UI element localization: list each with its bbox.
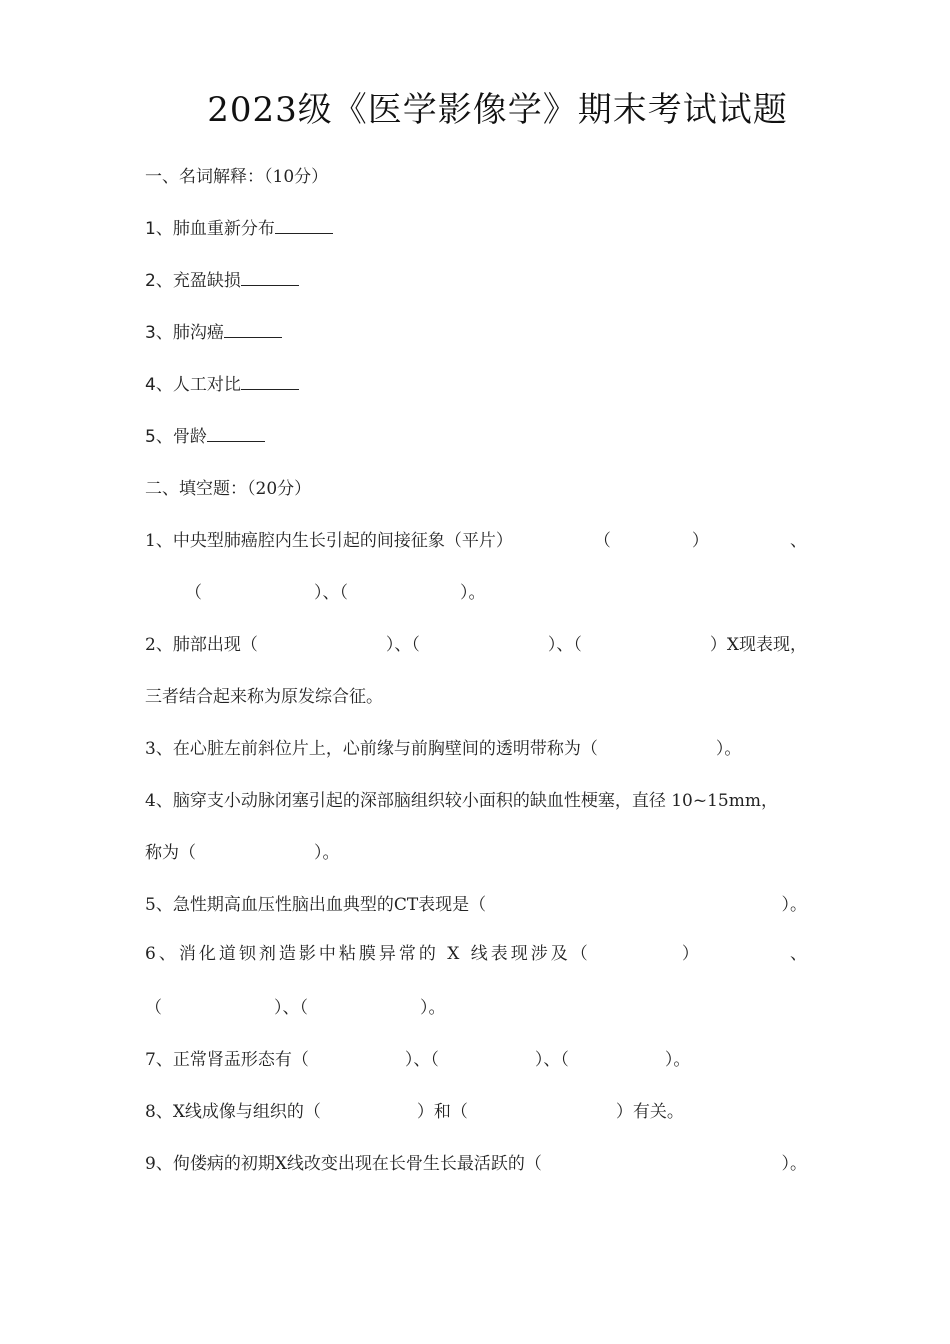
fill-question-1: [145, 529, 807, 553]
fill-question-3: [145, 737, 741, 761]
paren-sep: ）、（: [274, 998, 308, 1018]
answer-blank: [275, 215, 333, 234]
term-item-3: [145, 319, 282, 345]
term-text: 肺血重新分布: [172, 219, 275, 239]
section-2-heading: 二、填空题：（20分）: [145, 479, 312, 499]
item-number: 5、: [145, 427, 173, 447]
question-text: 8、X线成像与组织的（: [145, 1102, 321, 1122]
item-number: 4、: [145, 375, 173, 395]
fill-question-8: [145, 1100, 684, 1124]
item-number: 2、: [145, 271, 173, 291]
paren-sep: ）、（: [385, 635, 420, 655]
fill-question-6-cont: [145, 996, 446, 1020]
paren-close: ）: [681, 944, 699, 964]
item-number: 3、: [145, 323, 173, 343]
question-text: 3、在心脏左前斜位片上，心前缘与前胸壁间的透明带称为（: [145, 739, 598, 759]
term-item-1: [145, 215, 333, 241]
answer-blank: [241, 371, 299, 390]
term-item-4: [145, 371, 299, 397]
answer-blank: [207, 423, 265, 442]
paren-end: ）。: [664, 1050, 691, 1070]
paren-end: ）。: [781, 1154, 807, 1174]
paren-end: ）。: [460, 583, 486, 603]
fill-question-1-cont: [185, 581, 486, 605]
answer-blank: [224, 319, 282, 338]
fill-question-2-cont: 三者结合起来称为原发综合征。: [145, 687, 383, 707]
question-text: 1、中央型肺癌腔内生长引起的间接征象（平片）: [145, 531, 513, 551]
paren-end: ）有关。: [615, 1102, 684, 1122]
page-title: 2023级《医学影像学》期末考试试题: [207, 90, 788, 130]
paren-end: ）。: [420, 998, 446, 1018]
paren-close: ）: [691, 531, 709, 551]
paren-end: ）X现表现，: [709, 635, 807, 655]
paren-open: （: [593, 531, 611, 551]
question-text: 称为（: [145, 843, 196, 863]
fill-question-2: [145, 633, 807, 657]
paren-open: （: [185, 583, 202, 603]
term-item-2: [145, 267, 299, 293]
term-item-5: [145, 423, 265, 449]
fill-question-4: 4、脑穿支小动脉闭塞引起的深部脑组织较小面积的缺血性梗塞，直径 10~15mm，: [145, 791, 778, 811]
fill-question-4-cont: [145, 841, 340, 865]
paren-sep: ）、（: [404, 1050, 439, 1070]
paren-end: ）。: [715, 739, 742, 759]
term-text: 肺沟癌: [172, 323, 224, 343]
question-text: 2、肺部出现（: [145, 635, 258, 655]
term-text: 骨龄: [172, 427, 207, 447]
term-text: 充盈缺损: [172, 271, 241, 291]
fill-question-5: [145, 893, 807, 917]
paren-sep: ）和（: [416, 1102, 468, 1122]
question-text: 7、正常肾盂形态有（: [145, 1050, 309, 1070]
paren-end: ）。: [781, 895, 807, 915]
fill-question-6: [145, 942, 807, 966]
paren-open: （: [145, 998, 162, 1018]
paren-sep: ）、（: [314, 583, 348, 603]
question-text: 6、消化道钡剂造影中粘膜异常的 X 线表现涉及（: [145, 944, 591, 964]
fill-question-7: [145, 1048, 690, 1072]
question-text: 5、急性期高血压性脑出血典型的CT表现是（: [145, 895, 487, 915]
paren-sep: ）、（: [547, 635, 582, 655]
question-text: 9、佝偻病的初期X线改变出现在长骨生长最活跃的（: [145, 1154, 542, 1174]
separator: 、: [789, 944, 807, 964]
section-1-heading: 一、名词解释：（10分）: [145, 167, 329, 187]
item-number: 1、: [145, 219, 173, 239]
separator: 、: [789, 531, 807, 551]
answer-blank: [241, 267, 299, 286]
term-text: 人工对比: [172, 375, 241, 395]
paren-sep: ）、（: [534, 1050, 569, 1070]
paren-end: ）。: [314, 843, 340, 863]
fill-question-9: [145, 1152, 807, 1176]
